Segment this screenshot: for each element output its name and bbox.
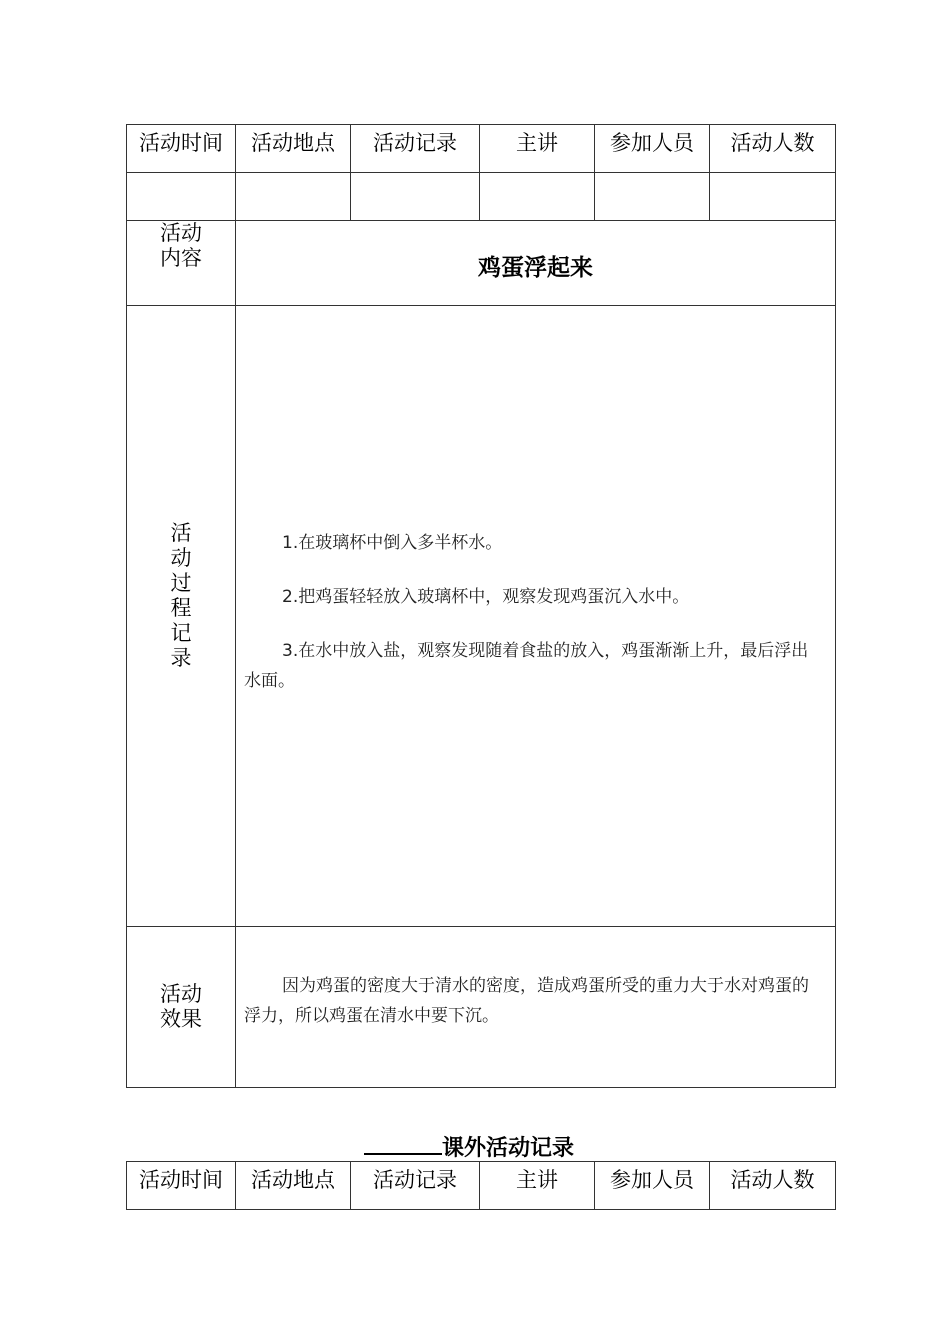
- blank-row: [127, 173, 836, 221]
- process-step-3: 3.在水中放入盐，观察发现随着食盐的放入，鸡蛋渐渐上升，最后浮出水面。: [244, 641, 809, 691]
- header-participants: 参加人员: [595, 1162, 710, 1210]
- content-row: [127, 221, 836, 306]
- time-value-cell[interactable]: [127, 173, 236, 221]
- process-step-2: 2.把鸡蛋轻轻放入玻璃杯中，观察发现鸡蛋沉入水中。: [282, 587, 690, 607]
- header-time: 活动时间: [127, 125, 236, 173]
- location-value-cell[interactable]: [236, 173, 351, 221]
- effect-label: [127, 927, 236, 1088]
- header-participants: 参加人员: [595, 125, 710, 173]
- speaker-value-cell[interactable]: [480, 173, 595, 221]
- header-count: 活动人数: [710, 1162, 836, 1210]
- count-value-cell[interactable]: [710, 173, 836, 221]
- header-count: 活动人数: [710, 125, 836, 173]
- header-location: 活动地点: [236, 125, 351, 173]
- content-label-text: 活动 内容: [160, 221, 202, 270]
- process-label: [127, 306, 236, 927]
- content-label: [127, 221, 236, 306]
- header-record: 活动记录: [351, 125, 480, 173]
- header-speaker: 主讲: [480, 125, 595, 173]
- header-record: 活动记录: [351, 1162, 480, 1210]
- header-location: 活动地点: [236, 1162, 351, 1210]
- activity-record-table: [126, 124, 836, 1088]
- record-value-cell[interactable]: [351, 173, 480, 221]
- activity-record-table-2: [126, 1161, 836, 1210]
- section-title: 课外活动记录: [364, 1133, 574, 1163]
- process-step-1: 1.在玻璃杯中倒入多半杯水。: [282, 533, 503, 553]
- process-content: [236, 306, 836, 927]
- title-blank-line[interactable]: [364, 1133, 442, 1155]
- process-row: [127, 306, 836, 927]
- activity-title: 鸡蛋浮起来: [236, 221, 836, 306]
- process-label-text: 活 动 过 程 记 录: [170, 521, 192, 670]
- header-time: 活动时间: [127, 1162, 236, 1210]
- effect-content: [236, 927, 836, 1088]
- effect-label-text: 活动 效果: [160, 982, 202, 1031]
- header-speaker: 主讲: [480, 1162, 595, 1210]
- header-row: [127, 1162, 836, 1210]
- effect-text: 因为鸡蛋的密度大于清水的密度，造成鸡蛋所受的重力大于水对鸡蛋的浮力，所以鸡蛋在清水中要下沉。: [244, 976, 809, 1026]
- header-row: [127, 125, 836, 173]
- effect-row: [127, 927, 836, 1088]
- participants-value-cell[interactable]: [595, 173, 710, 221]
